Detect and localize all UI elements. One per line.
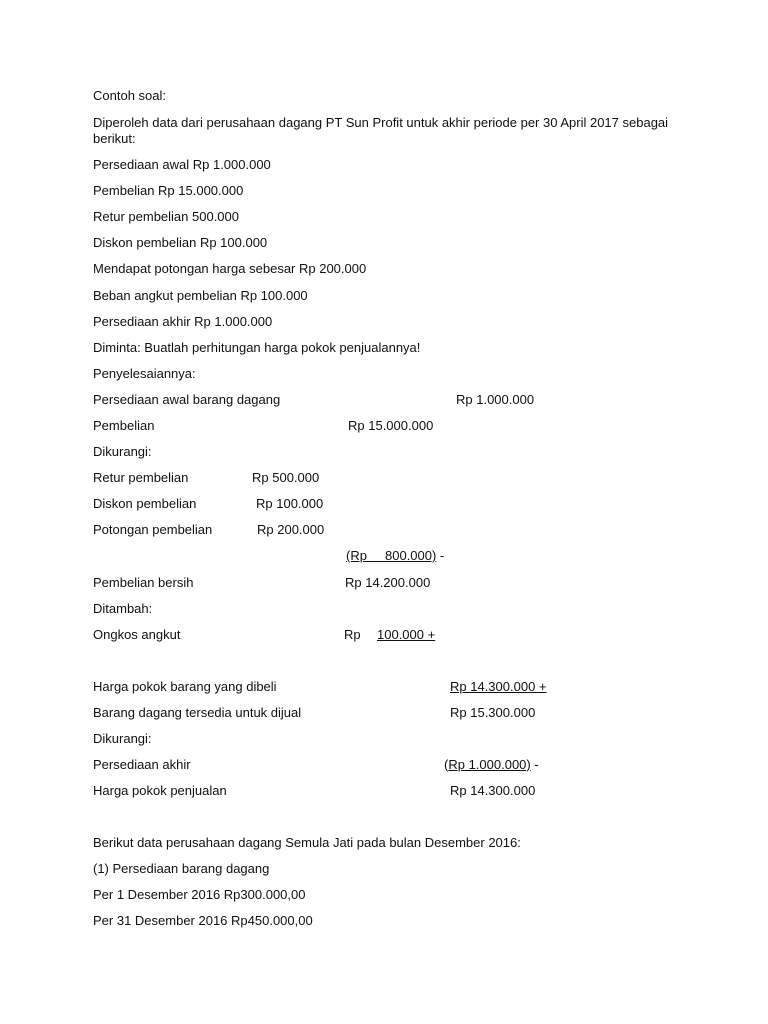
cost-purchased-label: Harga pokok barang yang dibeli (93, 679, 277, 694)
purchases-value: Rp 15.000.000 (348, 418, 434, 433)
given-item: Persediaan awal Rp 1.000.000 (93, 157, 271, 172)
available-value: Rp 15.300.000 (450, 705, 536, 720)
given-item: Beban angkut pembelian Rp 100.000 (93, 288, 308, 303)
less-label: Dikurangi: (93, 444, 152, 459)
question: Diminta: Buatlah perhitungan harga pokok penjualannya! (93, 340, 421, 355)
heading: Contoh soal: (93, 88, 166, 103)
returns-label: Retur pembelian (93, 470, 189, 485)
cogs-value: Rp 14.300.000 (450, 783, 536, 798)
available-label: Barang dagang tersedia untuk dijual (93, 705, 302, 720)
deduction-sign: - (436, 548, 445, 563)
freight-label: Ongkos angkut (93, 627, 181, 642)
net-purchases-label: Pembelian bersih (93, 575, 194, 590)
given-item: Mendapat potongan harga sebesar Rp 200.000 (93, 261, 367, 276)
example2-item: (1) Persediaan barang dagang (93, 861, 270, 876)
freight-prefix: Rp (344, 627, 361, 642)
discount-value: Rp 100.000 (256, 496, 324, 511)
ending-inventory-value: Rp 1.000.000) (448, 757, 531, 772)
ending-inventory-label: Persediaan akhir (93, 757, 191, 772)
example2-line: Per 31 Desember 2016 Rp450.000,00 (93, 913, 313, 928)
cost-purchased-value: Rp 14.300.000 + (450, 679, 547, 694)
purchases-label: Pembelian (93, 418, 155, 433)
given-item: Persediaan akhir Rp 1.000.000 (93, 314, 273, 329)
solution-heading: Penyelesaiannya: (93, 366, 196, 381)
cogs-label: Harga pokok penjualan (93, 783, 227, 798)
deduction-total-line (346, 548, 444, 564)
net-purchases-value: Rp 14.200.000 (345, 575, 431, 590)
example2-line: Per 1 Desember 2016 Rp300.000,00 (93, 887, 306, 902)
ending-sign: - (530, 757, 539, 772)
add-label: Ditambah: (93, 601, 153, 616)
allowance-label: Potongan pembelian (93, 522, 213, 537)
example2-intro: Berikut data perusahaan dagang Semula Jati pada bulan Desember 2016: (93, 835, 521, 850)
deduction-total: (Rp 800.000) (346, 548, 437, 563)
freight-value: 100.000 + (377, 627, 436, 642)
given-item: Diskon pembelian Rp 100.000 (93, 235, 268, 250)
ending-open: ( (444, 757, 449, 772)
less-label-2: Dikurangi: (93, 731, 152, 746)
allowance-value: Rp 200.000 (257, 522, 325, 537)
intro-line-2: berikut: (93, 131, 136, 146)
returns-value: Rp 500.000 (252, 470, 320, 485)
discount-label: Diskon pembelian (93, 496, 197, 511)
ending-inventory-line (444, 757, 539, 773)
opening-inventory-value: Rp 1.000.000 (456, 392, 535, 407)
intro-line-1: Diperoleh data dari perusahaan dagang PT Sun Profit untuk akhir periode per 30 April 2017 sebagai (93, 115, 669, 130)
given-item: Pembelian Rp 15.000.000 (93, 183, 244, 198)
given-item: Retur pembelian 500.000 (93, 209, 239, 224)
opening-inventory-label: Persediaan awal barang dagang (93, 392, 281, 407)
